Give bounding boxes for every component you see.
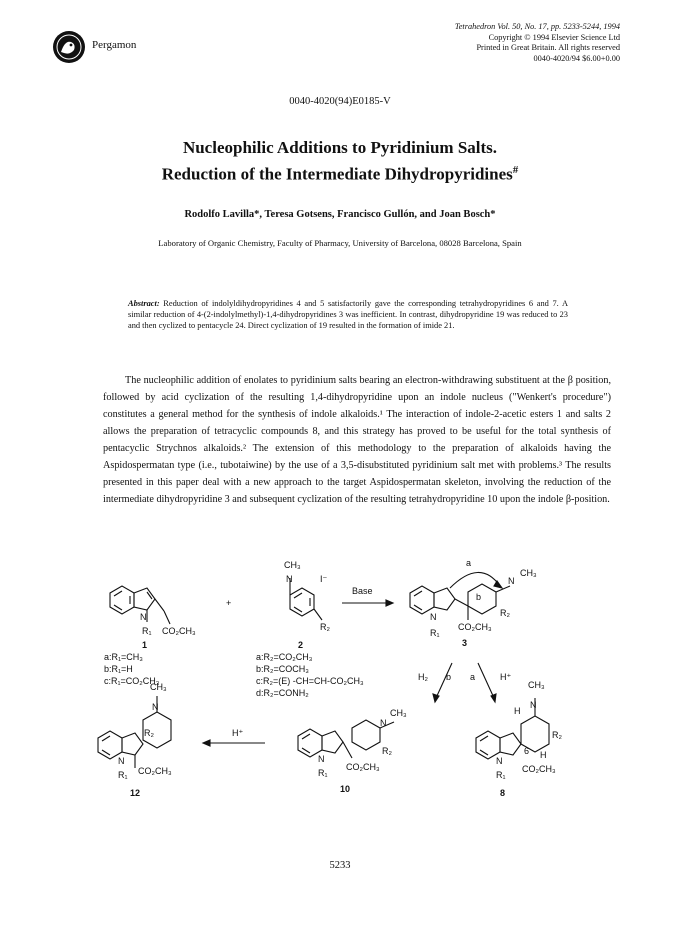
scheme-atom-r2: R₂: [500, 608, 510, 618]
pergamon-logo: [52, 30, 86, 64]
scheme-atom-r1: R₁: [496, 770, 506, 780]
body-text: [103, 372, 611, 508]
publisher-name: Pergamon: [92, 39, 137, 51]
scheme-atom-r2: R₂: [144, 728, 154, 738]
title-line-1: Nucleophilic Additions to Pyridinium Salts.: [182, 138, 498, 157]
reagent-h-plus: H⁺: [232, 728, 244, 738]
doi: 0040-4020(94)E0185-V: [289, 96, 391, 107]
affiliation: Laboratory of Organic Chemistry, Faculty of Pharmacy, University of Barcelona, 08028 Barcelona, Spain: [158, 238, 522, 248]
compound-label: 2: [298, 640, 304, 650]
series-2-item: d:R₂=CONH₂: [256, 688, 309, 698]
scheme-atom-r1: R₁: [318, 768, 328, 778]
compound-label: 10: [340, 784, 351, 794]
scheme-atom-n: N: [530, 700, 537, 710]
compound-label: 3: [462, 638, 468, 648]
page-number: 5233: [329, 860, 351, 871]
series-1-item: a:R₁=CH₃: [104, 652, 143, 662]
scheme-atom-co2ch3: CO₂CH₃: [346, 762, 380, 772]
series-2-item: b:R₂=COCH₃: [256, 664, 309, 674]
reagent-h2: H₂: [418, 672, 428, 682]
scheme-atom-ch3: CH₃: [284, 560, 301, 570]
scheme-atom-r1: R₁: [430, 628, 440, 638]
scheme-atom-n: N: [380, 718, 387, 728]
journal-line: 0040-4020/94 $6.00+0.00: [533, 53, 620, 63]
compound-label: 8: [500, 788, 506, 798]
series-2-item: a:R₂=CO₂CH₃: [256, 652, 313, 662]
scheme-atom-r2: R₂: [382, 746, 392, 756]
paper-title: [0, 137, 680, 186]
scheme-atom-n: N: [118, 756, 125, 766]
scheme-atom-r1: R₁: [142, 626, 152, 636]
scheme-atom-n: N: [318, 754, 325, 764]
journal-citation: [455, 22, 620, 64]
scheme-atom-n: N: [140, 612, 147, 622]
scheme-label-b: b: [446, 672, 452, 682]
scheme-atom-ch3: CH₃: [528, 680, 545, 690]
body-paragraph: The nucleophilic addition of enolates to pyridinium salts bearing an electron-withdrawing substituent at the β position, followed by acid cyclization of the resulting 1,4-dihydropyridine upon an indole nucleus ("Wenkert's procedure") constitutes a general method for the synthesis of indole alkaloids.¹ The interaction of indole-2-acetic esters 1 and salts 2 allows the preparation of tetracyclic compounds 8, and this strategy has proved to be useful for the total synthesis of pentacyclic Strychnos alkaloids.² The extension of this methodology to the preparation of alkaloids having the Aspidospermatan type (i.e., tubotaiwine) by the use of a 3,5-disubstituted pyridinium salt met with problems.³ The results presented in this paper deal with a new approach to the target Aspidospermatan skeleton, involving the reduction of the intermediate dihydropyridine 3 and subsequent cyclization of the resulting tetrahydropyridine 10 upon the indole β-position.: [103, 375, 611, 505]
scheme-label-a: a: [466, 558, 472, 568]
scheme-atom-n: N: [508, 576, 515, 586]
abstract-text: Reduction of indolyldihydropyridines 4 and 5 satisfactorily gave the corresponding tetrahydropyridines 6 and 7. A similar reduction of 4-(2-indolylmethyl)-1,4-dihydropyridines 3 was inefficient. In contrast, dihydropyridine 19 was reduced to 23 and then cyclized to pentacycle 24. Direct cyclization of 19 resulted in the formation of imide 21.: [128, 299, 568, 330]
scheme-iodide: I⁻: [320, 574, 328, 584]
scheme-atom-ch3: CH₃: [520, 568, 537, 578]
scheme-label-b: b: [476, 592, 482, 602]
scheme-atom-co2ch3: CO₂CH₃: [522, 764, 556, 774]
authors: Rodolfo Lavilla*, Teresa Gotsens, Francisco Gullón, and Joan Bosch*: [184, 209, 496, 220]
scheme-atom-h: H: [540, 750, 547, 760]
series-2-item: c:R₂=(E) -CH=CH-CO₂CH₃: [256, 676, 364, 686]
scheme-label-6: 6: [524, 746, 530, 756]
scheme-label-a: a: [470, 672, 476, 682]
scheme-atom-ch3: CH₃: [150, 682, 167, 692]
reagent-base: Base: [352, 586, 373, 596]
journal-line: Tetrahedron Vol. 50, No. 17, pp. 5233-5244, 1994: [454, 22, 620, 31]
title-mark: #: [512, 164, 519, 176]
journal-line: Printed in Great Britain. All rights reserved: [476, 43, 620, 52]
compound-label: 1: [142, 640, 148, 650]
scheme-plus: +: [226, 598, 232, 608]
reaction-scheme: [90, 548, 600, 838]
scheme-atom-ch3: CH₃: [390, 708, 407, 718]
title-line-2: Reduction of the Intermediate Dihydropyridines#: [161, 164, 519, 184]
scheme-atom-co2ch3: CO₂CH₃: [138, 766, 172, 776]
scheme-atom-n: N: [286, 574, 293, 584]
compound-label: 12: [130, 788, 141, 798]
scheme-atom-n: N: [430, 612, 437, 622]
series-1-item: c:R₁=CO₂CH₃: [104, 676, 160, 686]
scheme-atom-n: N: [152, 702, 159, 712]
scheme-atom-r2: R₂: [320, 622, 330, 632]
abstract: [128, 298, 568, 331]
scheme-atom-co2ch3: CO₂CH₃: [162, 626, 196, 636]
abstract-label: Abstract:: [128, 299, 160, 308]
scheme-atom-co2ch3: CO₂CH₃: [458, 622, 492, 632]
scheme-atom-r1: R₁: [118, 770, 128, 780]
reagent-h-plus: H⁺: [500, 672, 512, 682]
scheme-atom-n: N: [496, 756, 503, 766]
journal-line: Copyright © 1994 Elsevier Science Ltd: [488, 32, 620, 42]
series-1-item: b:R₁=H: [104, 664, 133, 674]
scheme-atom-h: H: [514, 706, 521, 716]
scheme-atom-r2: R₂: [552, 730, 562, 740]
